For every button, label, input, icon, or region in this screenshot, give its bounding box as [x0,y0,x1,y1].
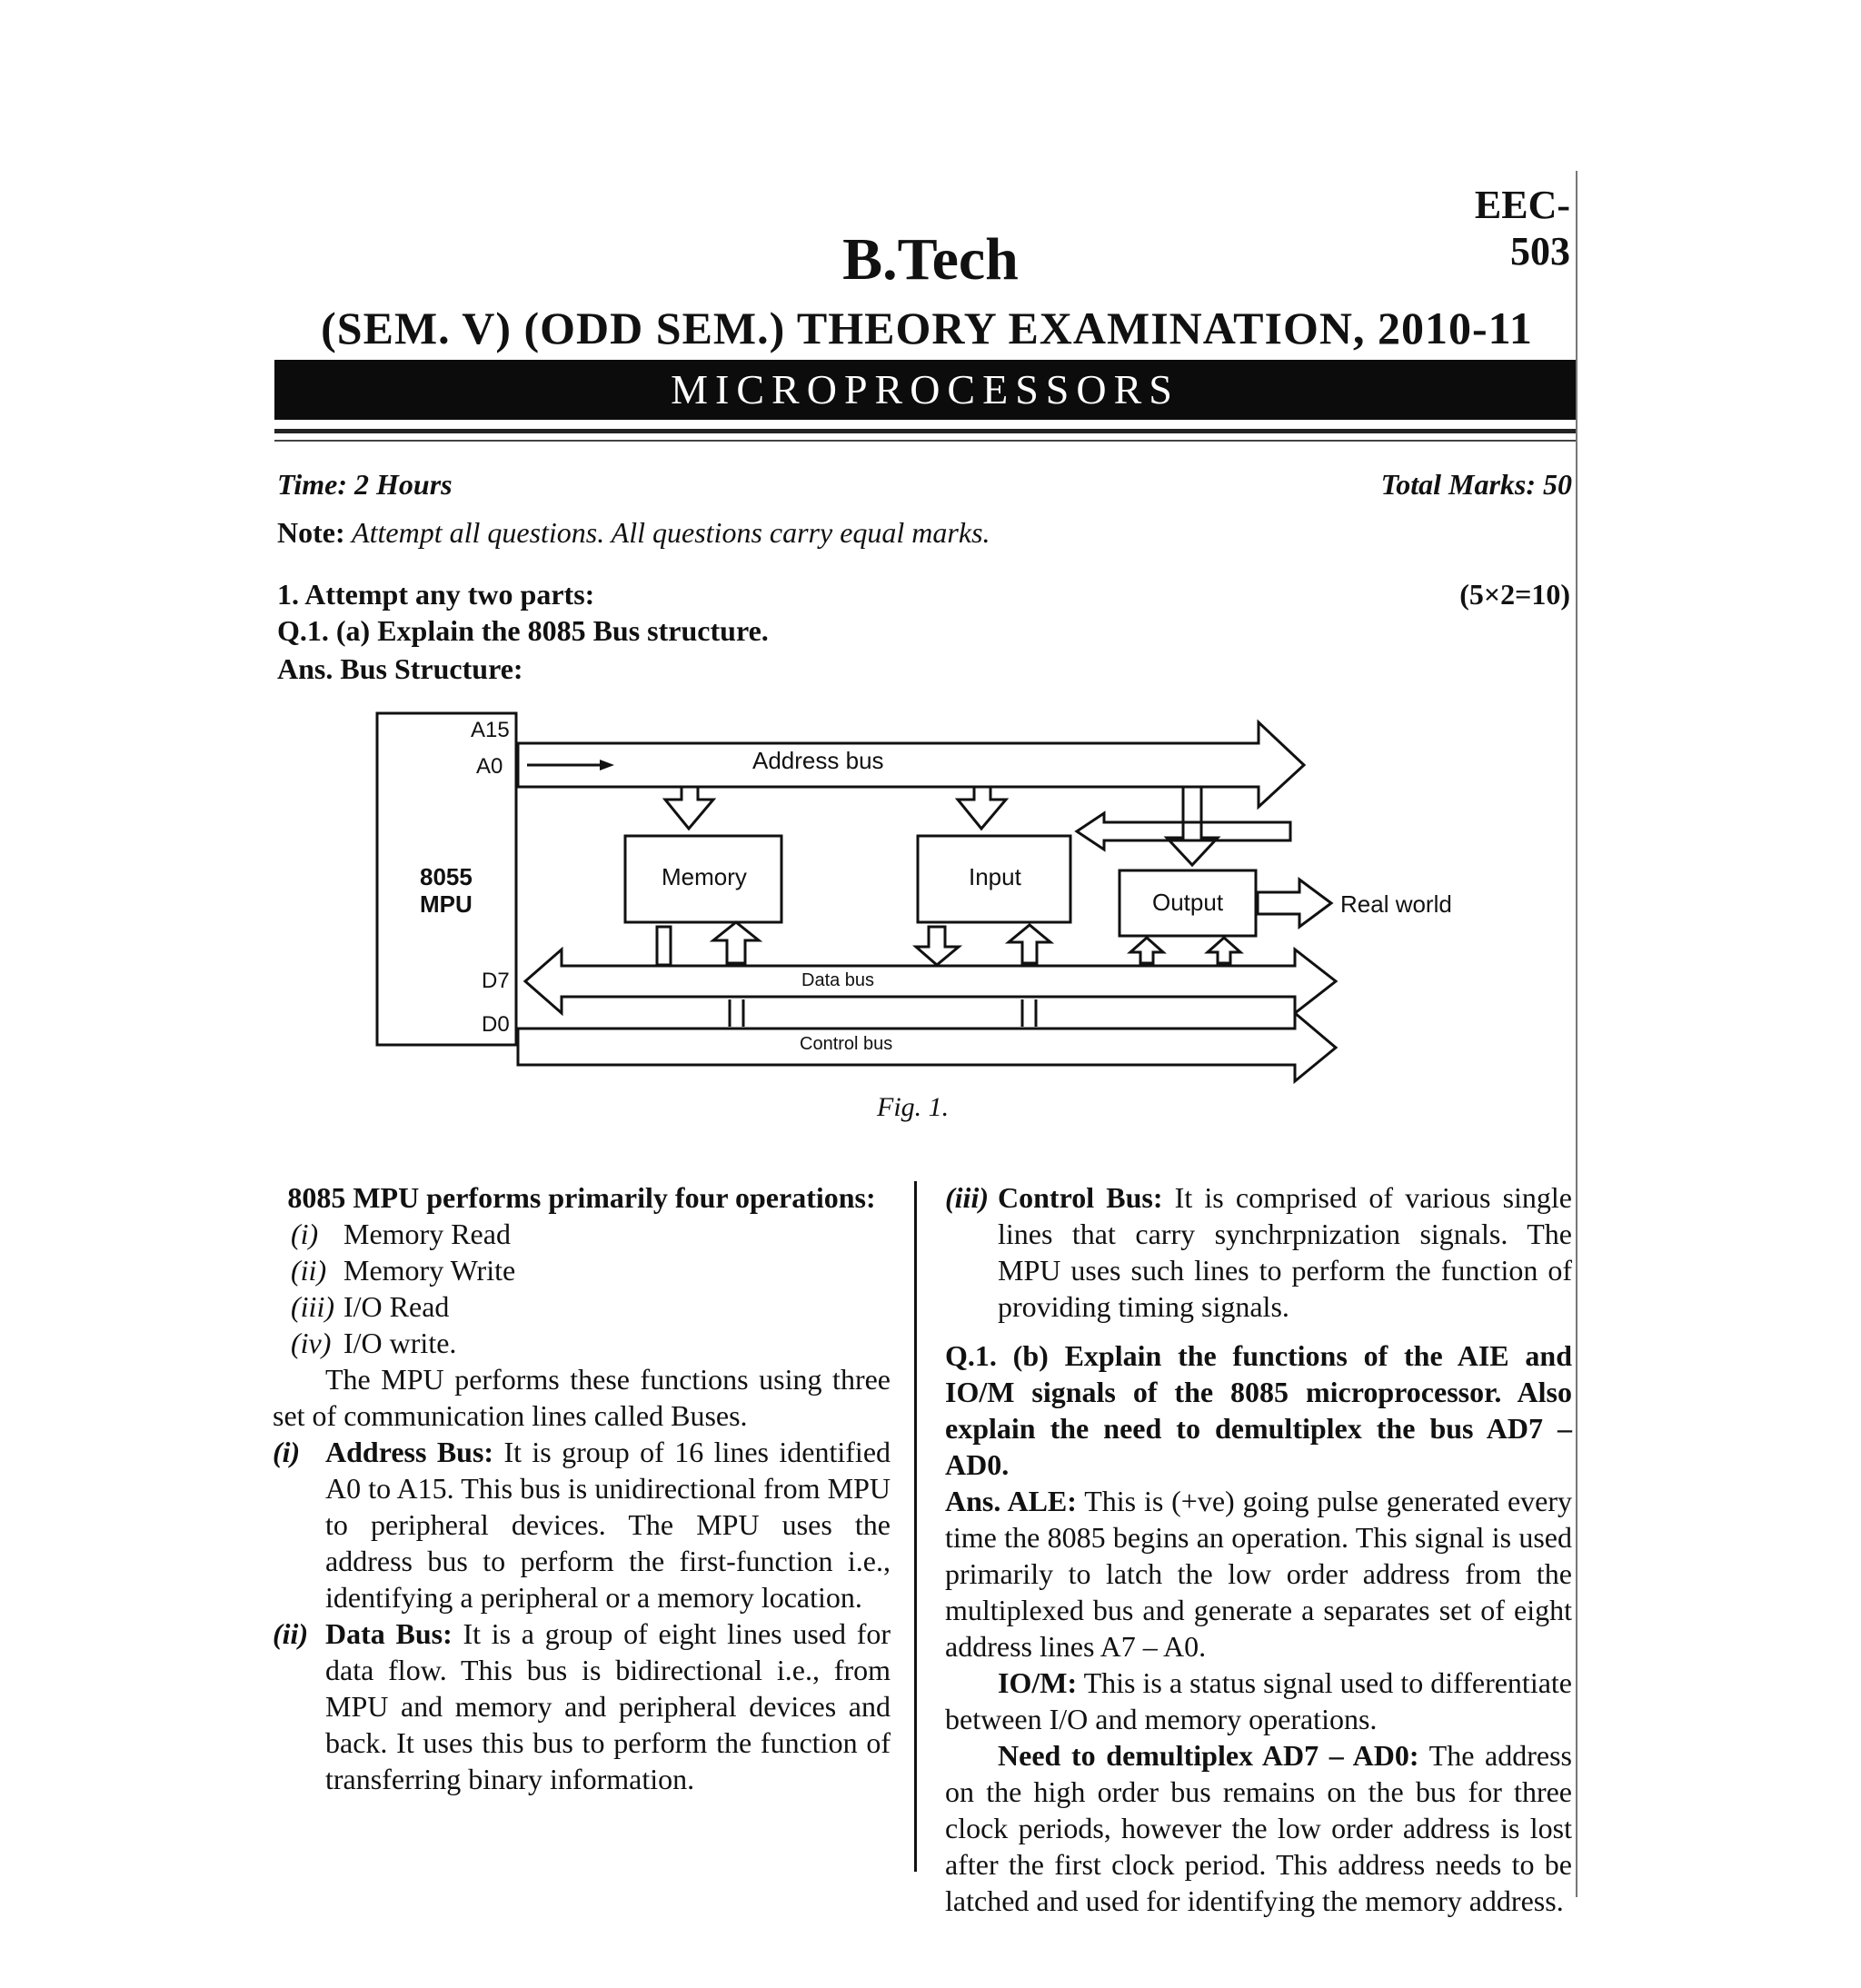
label-a15: A15 [471,718,510,742]
ale-label: Ans. ALE: [945,1485,1077,1517]
control-bus-arrow [518,1013,1336,1081]
input-addr-arrow [958,787,1006,829]
label-a0: A0 [476,754,503,779]
right-column [945,1179,1572,1919]
label-d7: D7 [482,969,510,993]
output-addr-arrow [1167,787,1218,865]
exam-time: Time: 2 Hours [277,468,453,501]
list-num: (iv) [291,1327,332,1359]
item-num: (ii) [273,1617,309,1650]
iom-text: This is a status signal used to differentiate between I/O and memory operations. [945,1666,1573,1735]
figure-caption: Fig. 1. [877,1092,950,1122]
data-bus-label: Data bus [801,970,875,990]
list-text: I/O Read [343,1290,450,1323]
column-divider [914,1181,917,1872]
exam-subtitle: (SEM. V) (ODD SEM.) THEORY EXAMINATION, 2010-11 [321,303,1533,353]
list-item [273,1288,891,1325]
list-text: Memory Read [343,1218,511,1250]
list-item [273,1325,891,1361]
bus-item-data [273,1615,891,1797]
list-text: I/O write. [343,1327,457,1359]
address-bus-arrow [518,722,1304,807]
item-num: (i) [273,1436,301,1468]
total-marks: Total Marks: 50 [1380,468,1572,501]
memory-label: Memory [662,863,747,890]
course-code: EEC-503 [1474,183,1570,273]
item-title: Control Bus: [998,1181,1163,1214]
mpu-label-1: 8055 [420,863,473,890]
list-item [273,1216,891,1252]
item-text: It is a group of eight lines used for data flow. This bus is bidirectional i.e., from MPU and memory and peripheral devices and back. It uses this bus to perform the function of transferring binary information. [325,1617,891,1795]
item-title: Address Bus: [325,1436,494,1468]
operations-heading: 8085 MPU performs primarily four operations: [287,1181,876,1214]
label-d0: D0 [482,1012,510,1037]
list-num: (iii) [291,1290,334,1323]
list-num: (i) [291,1218,319,1250]
question-heading: 1. Attempt any two parts: [277,578,595,611]
output-up-arrow-1 [1130,938,1163,963]
list-item [273,1252,891,1288]
iom-answer [945,1665,1572,1737]
bus-item-control [945,1179,1572,1325]
bus-item-address [273,1434,891,1615]
left-column [273,1179,891,1797]
answer-label: Ans. Bus Structure: [277,652,523,685]
item-text: It is comprised of various single lines that carry synchrpnization signals. The MPU uses such lines to perform the function of providing timing signals. [998,1181,1573,1323]
mem-addr-arrow [665,787,713,829]
question-part-b: Q.1. (b) Explain the functions of the AIE and IO/M signals of the 8085 microprocessor. Also explain the need to demultiplex the bus AD7 – AD0. [945,1339,1572,1481]
item-text: It is group of 16 lines identified A0 to A15. This bus is unidirectional from MPU to peripheral devices. The MPU uses the address bus to perform the first-function i.e., identifying a peripheral or a memory location. [325,1436,891,1614]
address-bus-label: Address bus [752,747,884,774]
list-text: Memory Write [343,1254,516,1287]
output-up-arrow-2 [1208,938,1240,963]
input-label: Input [969,863,1021,890]
iom-label: IO/M: [998,1666,1078,1699]
item-title: Data Bus: [325,1617,453,1650]
real-world-arrow [1258,880,1331,927]
note-text: Attempt all questions. All questions carry equal marks. [352,516,990,549]
mem-data-link [657,927,671,965]
ale-answer [945,1483,1572,1665]
question-marks: (5×2=10) [1459,578,1570,611]
mpu-label-2: MPU [420,890,473,918]
real-world-label: Real world [1340,890,1452,918]
demux-label: Need to demultiplex AD7 – AD0: [998,1739,1419,1772]
note-label: Note: [277,516,345,549]
output-label: Output [1152,889,1224,916]
buses-intro: The MPU performs these functions using three set of communication lines called Buses. [273,1363,891,1432]
item-num: (iii) [945,1181,989,1214]
demux-text: The address on the high order bus remains on the bus for three clock periods, however the low order address is lost after the first clock period. This address needs to be latched and used for identifying the memory address. [945,1739,1573,1917]
input-up-arrow [1009,925,1050,963]
input-down-arrow [916,927,959,965]
mem-up-arrow [713,922,759,963]
page-title: B.Tech [842,226,1019,293]
list-num: (ii) [291,1254,327,1287]
subject-banner: MICROPROCESSORS [274,360,1576,420]
demux-answer [945,1737,1572,1919]
question-part-a: Q.1. (a) Explain the 8085 Bus structure. [277,614,769,647]
ale-text: This is (+ve) going pulse generated every time the 8085 begins an operation. This signal is used primarily to latch the low order address from the multiplexed bus and generate a separates set of eight address lines A7 – A0. [945,1485,1572,1663]
control-bus-label: Control bus [800,1034,893,1054]
